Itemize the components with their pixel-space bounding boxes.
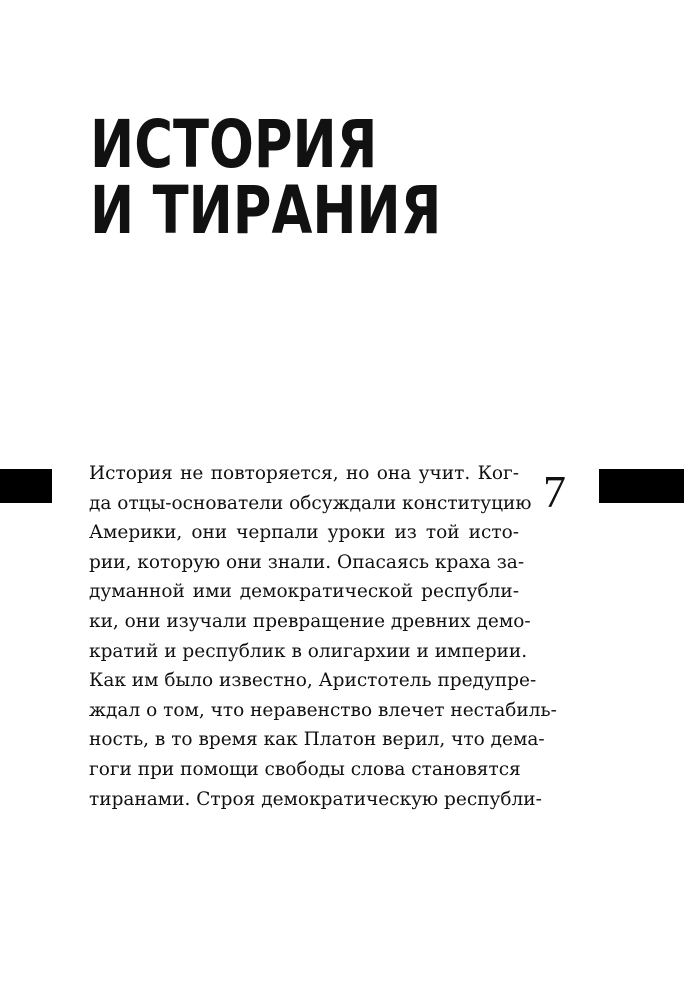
body-line-2: да отцы-основатели обсуждали конституцию	[89, 492, 532, 514]
body-line-11: гоги при помощи свободы слова становятся	[89, 758, 521, 780]
body-line-7: кратий и республик в олигархии и империи.	[89, 640, 528, 662]
page-number: 7	[543, 466, 566, 517]
body-line-10: ность, в то время как Платон верил, что дема-	[89, 729, 545, 751]
body-line-8: Как им было известно, Аристотель предупре-	[89, 670, 537, 692]
right-marker-bar	[599, 469, 684, 503]
body-line-9: ждал о том, что неравенство влечет нестабиль-	[89, 699, 557, 721]
body-paragraph	[89, 459, 557, 814]
chapter-title	[90, 106, 442, 249]
body-line-6: ки, они изучали превращение древних демо-	[89, 610, 531, 632]
left-marker-bar	[0, 469, 52, 503]
body-line-4: рии, которую они знали. Опасаясь краха за-	[89, 551, 525, 573]
chapter-title-line-1: ИСТОРИЯ	[90, 106, 378, 183]
body-line-3: Америки, они черпали уроки из той исто-	[89, 522, 519, 544]
chapter-title-line-2: И ТИРАНИЯ	[90, 172, 442, 249]
body-line-5: думанной ими демократической республи-	[89, 581, 519, 603]
body-line-12: тиранами. Строя демократическую республи-	[89, 788, 542, 810]
body-line-1: История не повторяется, но она учит. Ког-	[89, 463, 519, 484]
